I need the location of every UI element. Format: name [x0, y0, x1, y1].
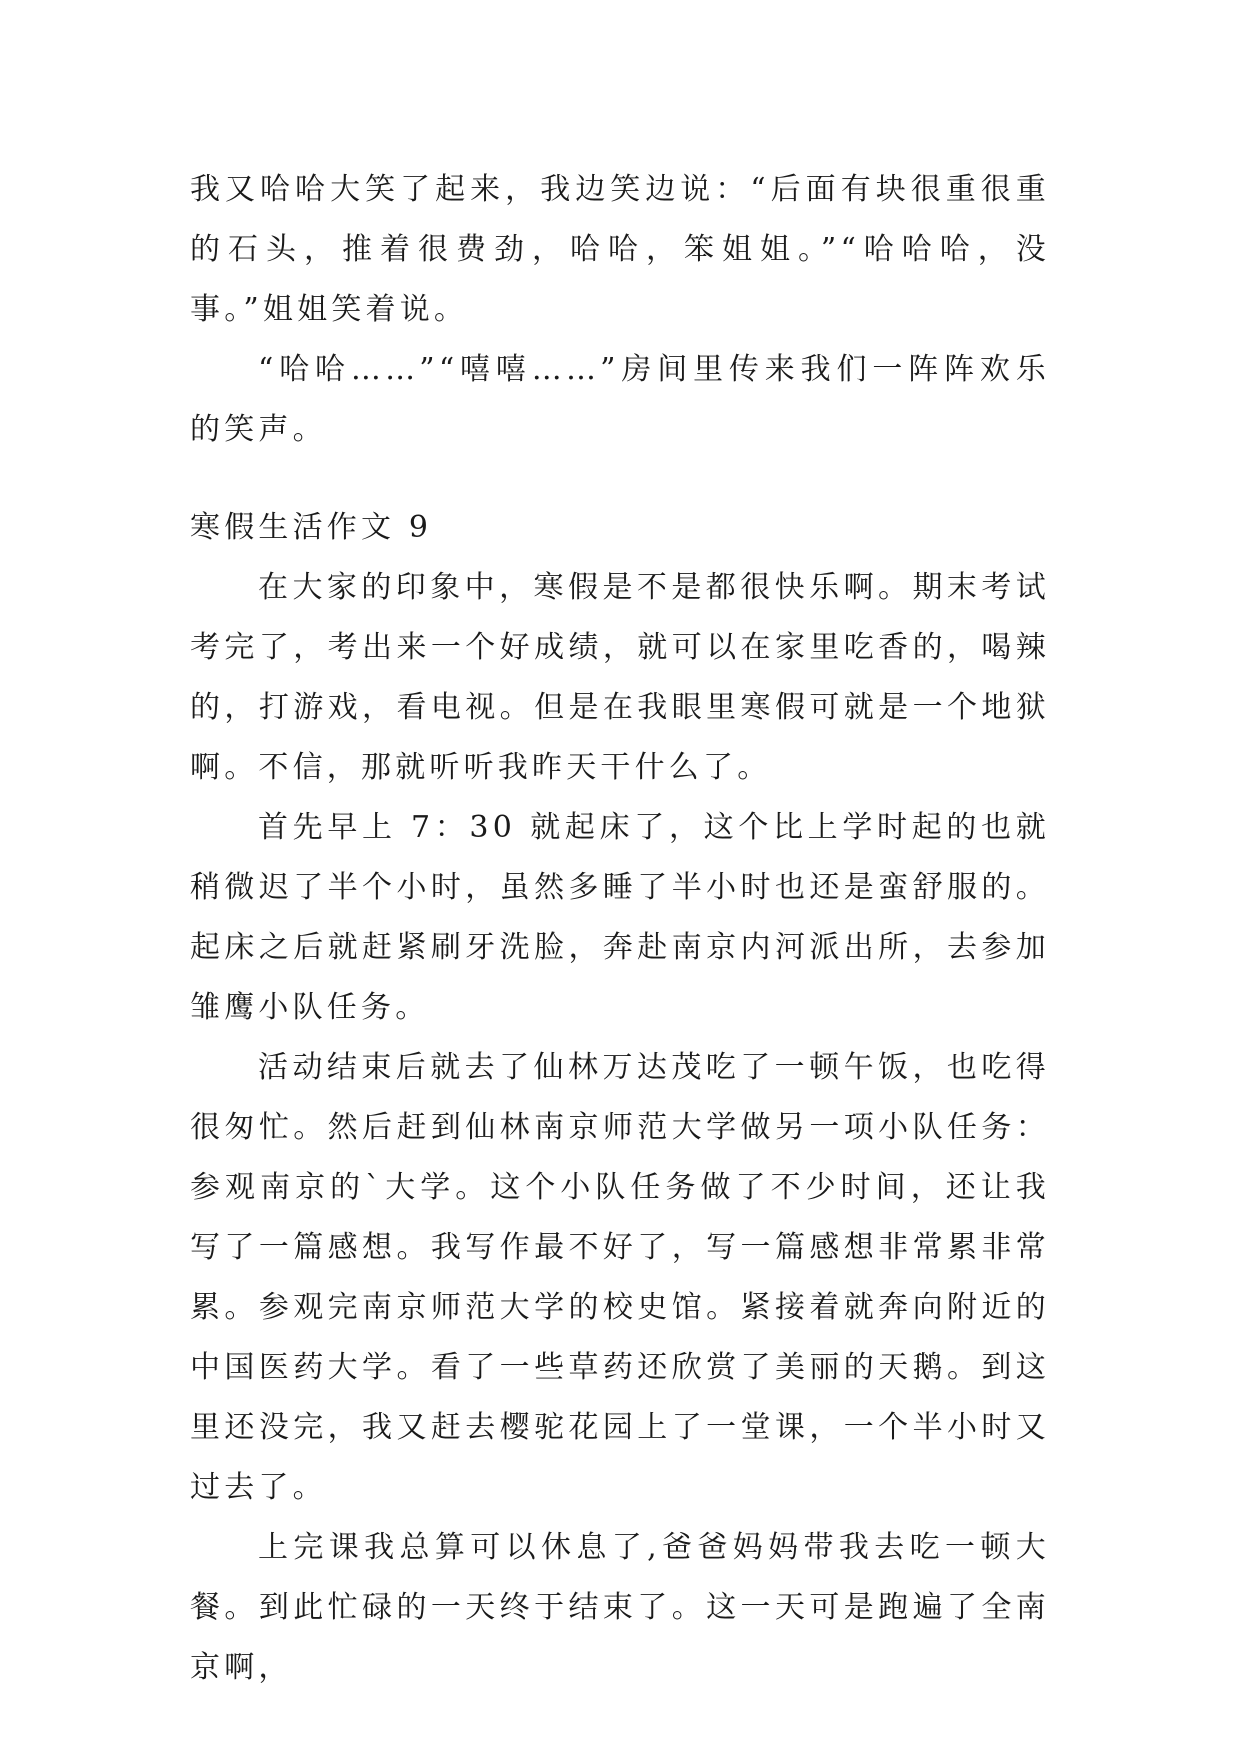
paragraph-evening: 上完课我总算可以休息了,爸爸妈妈带我去吃一顿大餐。到此忙碌的一天终于结束了。这一天可是跑遍了全南京啊，: [190, 1530, 1050, 1685]
paragraph-continued: 我又哈哈大笑了起来，我边笑边说：“后面有块很重很重的石头，推着很费劲，哈哈，笨姐姐。”“哈哈哈，没事。”姐姐笑着说。: [190, 172, 1050, 327]
paragraph-morning: 首先早上 7：30 就起床了，这个比上学时起的也就稍微迟了半个小时，虽然多睡了半小时也还是蛮舒服的。起床之后就赶紧刷牙洗脸，奔赴南京内河派出所，去参加雏鹰小队任务。: [190, 810, 1050, 1025]
paragraph-laughter: “哈哈……”“嘻嘻……”房间里传来我们一阵阵欢乐的笑声。: [190, 352, 1050, 447]
document-page: [190, 160, 1050, 1698]
paragraph-afternoon: 活动结束后就去了仙林万达茂吃了一顿午饭，也吃得很匆忙。然后赶到仙林南京师范大学做另一项小队任务：参观南京的`大学。这个小队任务做了不少时间，还让我写了一篇感想。我写作最不好了，写一篇感想非常累非常累。参观完南京师范大学的校史馆。紧接着就奔向附近的中国医药大学。看了一些草药还欣赏了美丽的天鹅。到这里还没完，我又赶去樱驼花园上了一堂课，一个半小时又过去了。: [190, 1050, 1050, 1505]
paragraph-intro: 在大家的印象中，寒假是不是都很快乐啊。期末考试考完了，考出来一个好成绩，就可以在家里吃香的，喝辣的，打游戏，看电视。但是在我眼里寒假可就是一个地狱啊。不信，那就听听我昨天干什么了。: [190, 570, 1050, 785]
section-title: 寒假生活作文 9: [190, 510, 433, 545]
